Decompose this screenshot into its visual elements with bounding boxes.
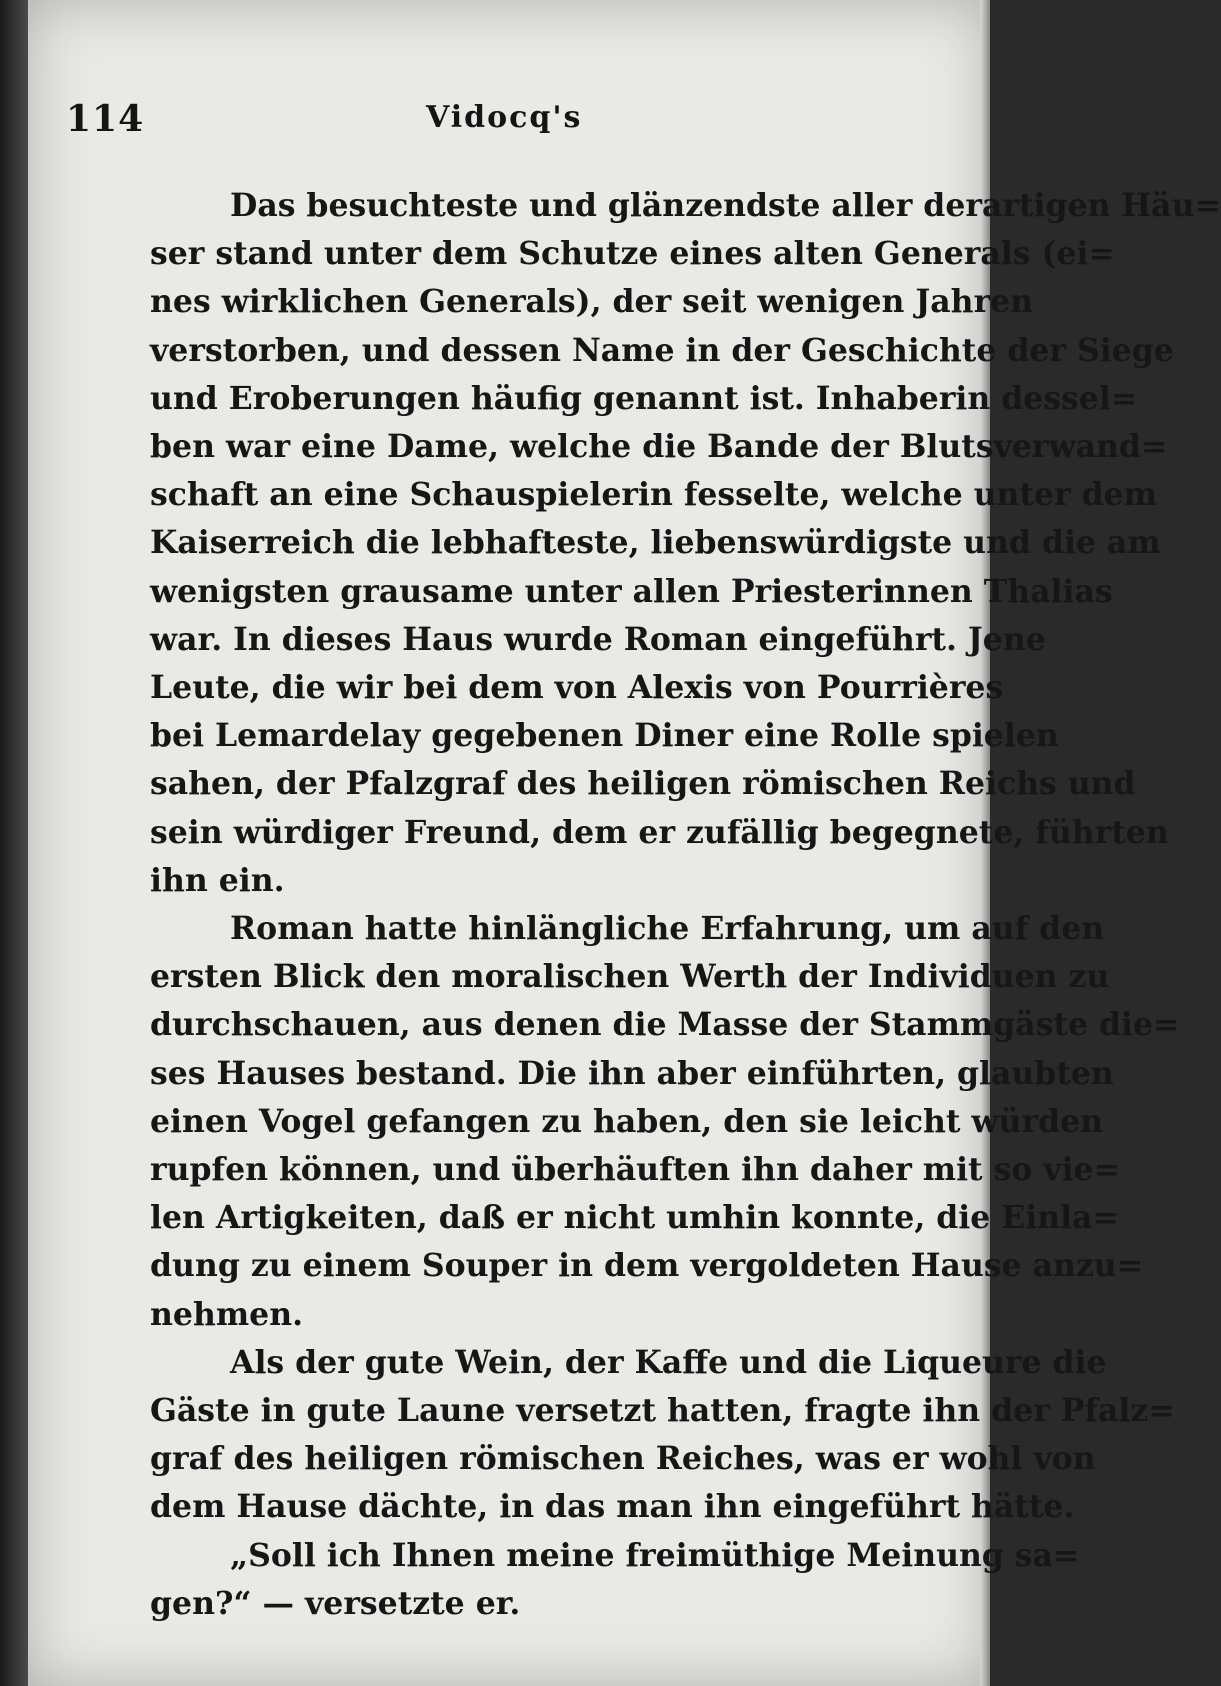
text-line: durchschauen, aus denen die Masse der Stammgäste die= <box>150 1006 1180 1044</box>
paragraph-2 <box>60 905 1180 1339</box>
text-line: ihn ein. <box>150 861 285 899</box>
text-line: nehmen. <box>150 1295 304 1333</box>
text-line: verstorben, und dessen Name in der Geschichte der Siege <box>150 331 1174 369</box>
text-line: Gäste in gute Laune versetzt hatten, fragte ihn der Pfalz= <box>150 1392 1175 1430</box>
book-page <box>28 0 1221 1686</box>
running-head: Vidocq's <box>426 100 583 135</box>
text-line: sahen, der Pfalzgraf des heiligen römischen Reichs und <box>150 765 1136 803</box>
text-line: wenigsten grausame unter allen Priesterinnen Thalias <box>150 572 1113 610</box>
text-line: Leute, die wir bei dem von Alexis von Pourrières <box>150 669 1004 707</box>
text-line: ses Hauses bestand. Die ihn aber einführten, glaubten <box>150 1054 1114 1092</box>
text-line: Das besuchteste und glänzendste aller derartigen Häu= <box>230 187 1221 224</box>
text-line: dung zu einem Souper in dem vergoldeten Hause anzu= <box>150 1247 1144 1285</box>
text-line: bei Lemardelay gegebenen Diner eine Rolle spielen <box>150 717 1059 755</box>
text-line: dem Hause dächte, in das man ihn eingeführt hätte. <box>150 1488 1075 1526</box>
page-number: 114 <box>66 98 145 140</box>
text-line: Kaiserreich die lebhafteste, liebenswürdigste und die am <box>150 524 1161 562</box>
text-line: sein würdiger Freund, dem er zufällig begegnete, führten <box>150 813 1169 851</box>
text-line: nes wirklichen Generals), der seit wenigen Jahren <box>150 283 1034 321</box>
text-line: „Soll ich Ihnen meine freimüthige Meinung sa= <box>230 1536 1080 1574</box>
text-line: ben war eine Dame, welche die Bande der Blutsverwand= <box>150 428 1168 466</box>
paragraph-1 <box>60 182 1221 905</box>
text-line: Roman hatte hinlängliche Erfahrung, um auf den <box>230 910 1105 948</box>
text-line: rupfen können, und überhäuften ihn daher mit so vie= <box>150 1151 1120 1189</box>
text-line: schaft an eine Schauspielerin fesselte, welche unter dem <box>150 476 1158 514</box>
text-line: graf des heiligen römischen Reiches, was er wohl von <box>150 1440 1096 1478</box>
body-text <box>60 182 1221 1628</box>
book-gutter-shadow <box>0 0 28 1686</box>
text-line: len Artigkeiten, daß er nicht umhin konnte, die Einla= <box>150 1199 1119 1237</box>
paragraph-3 <box>60 1339 1175 1532</box>
text-line: einen Vogel gefangen zu haben, den sie leicht würden <box>150 1102 1104 1140</box>
text-line: ersten Blick den moralischen Werth der Individuen zu <box>150 958 1110 996</box>
paragraph-4 <box>60 1532 1080 1628</box>
text-line: und Eroberungen häufig genannt ist. Inhaberin dessel= <box>150 379 1138 417</box>
text-line: Als der gute Wein, der Kaffe und die Liqueure die <box>230 1343 1107 1381</box>
text-line: ser stand unter dem Schutze eines alten Generals (ei= <box>150 235 1115 273</box>
text-line: war. In dieses Haus wurde Roman eingeführt. Jene <box>150 620 1046 658</box>
text-line: gen?“ — versetzte er. <box>150 1584 521 1622</box>
page-header <box>66 98 946 148</box>
